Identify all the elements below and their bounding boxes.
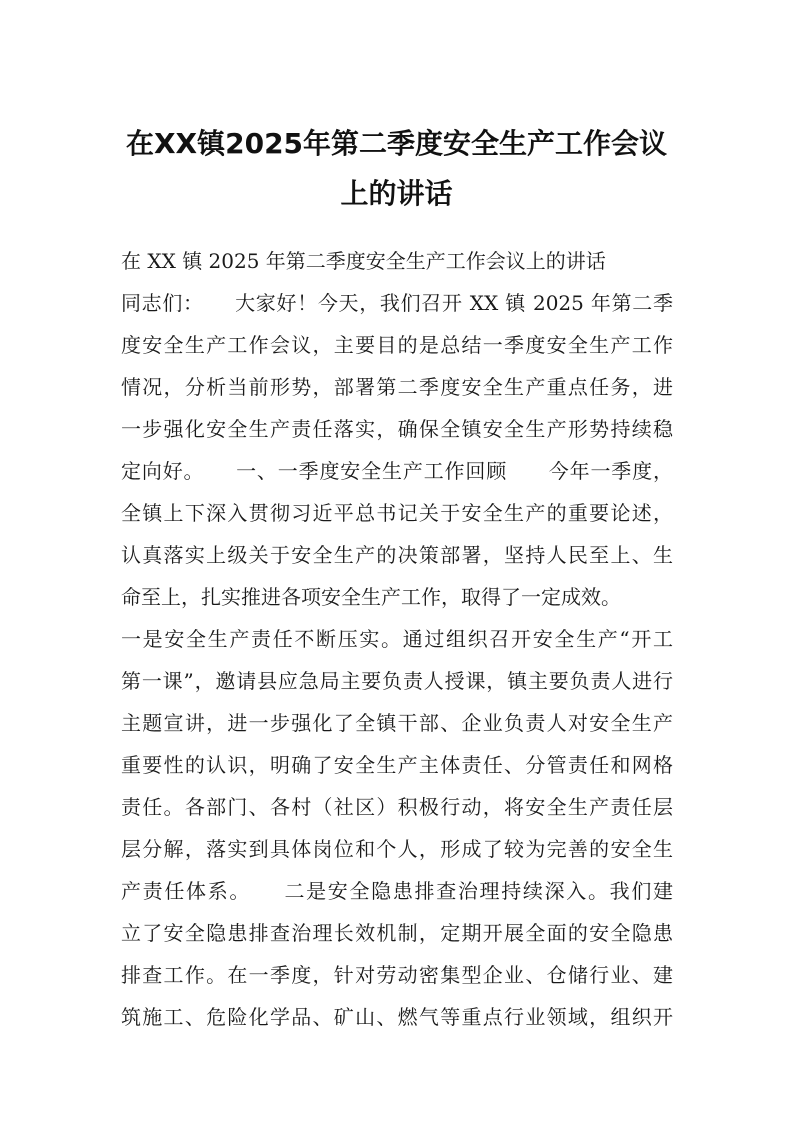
body-line: 全镇上下深入贯彻习近平总书记关于安全生产的重要论述， xyxy=(121,501,673,525)
body-line: 第一课”，邀请县应急局主要负责人授课，镇主要负责人进行 xyxy=(121,669,673,693)
body-line: 命至上，扎实推进各项安全生产工作，取得了一定成效。 xyxy=(121,585,621,609)
body-line: 责任。各部门、各村（社区）积极行动，将安全生产责任层 xyxy=(121,795,673,819)
body-line: 情况，分析当前形势，部署第二季度安全生产重点任务，进 xyxy=(121,375,673,399)
body-line: 主题宣讲，进一步强化了全镇干部、企业负责人对安全生产 xyxy=(121,711,673,735)
body-line: 度安全生产工作会议，主要目的是总结一季度安全生产工作 xyxy=(121,333,673,357)
body-line: 产责任体系。 二是安全隐患排查治理持续深入。我们建 xyxy=(121,879,673,903)
body-line: 同志们： 大家好！今天，我们召开 XX 镇 2025 年第二季 xyxy=(121,291,673,315)
body-line: 在 XX 镇 2025 年第二季度安全生产工作会议上的讲话 xyxy=(121,249,606,273)
body-line: 筑施工、危险化学品、矿山、燃气等重点行业领域，组织开 xyxy=(121,1005,673,1029)
document-title-line-2: 上的讲话 xyxy=(340,177,453,210)
body-line: 层分解，落实到具体岗位和个人，形成了较为完善的安全生 xyxy=(121,837,673,861)
body-line: 排查工作。在一季度，针对劳动密集型企业、仓储行业、建 xyxy=(121,963,673,987)
body-line: 一是安全生产责任不断压实。通过组织召开安全生产“开工 xyxy=(121,627,673,651)
body-line: 重要性的认识，明确了安全生产主体责任、分管责任和网格 xyxy=(121,753,673,777)
body-line: 立了安全隐患排查治理长效机制，定期开展全面的安全隐患 xyxy=(121,921,673,945)
body-line: 认真落实上级关于安全生产的决策部署，坚持人民至上、生 xyxy=(121,543,673,567)
document-title-line-1: 在XX镇2025年第二季度安全生产工作会议 xyxy=(125,127,668,160)
body-line: 定向好。 一、一季度安全生产工作回顾 今年一季度， xyxy=(121,459,673,483)
body-line: 一步强化安全生产责任落实，确保全镇安全生产形势持续稳 xyxy=(121,417,673,441)
